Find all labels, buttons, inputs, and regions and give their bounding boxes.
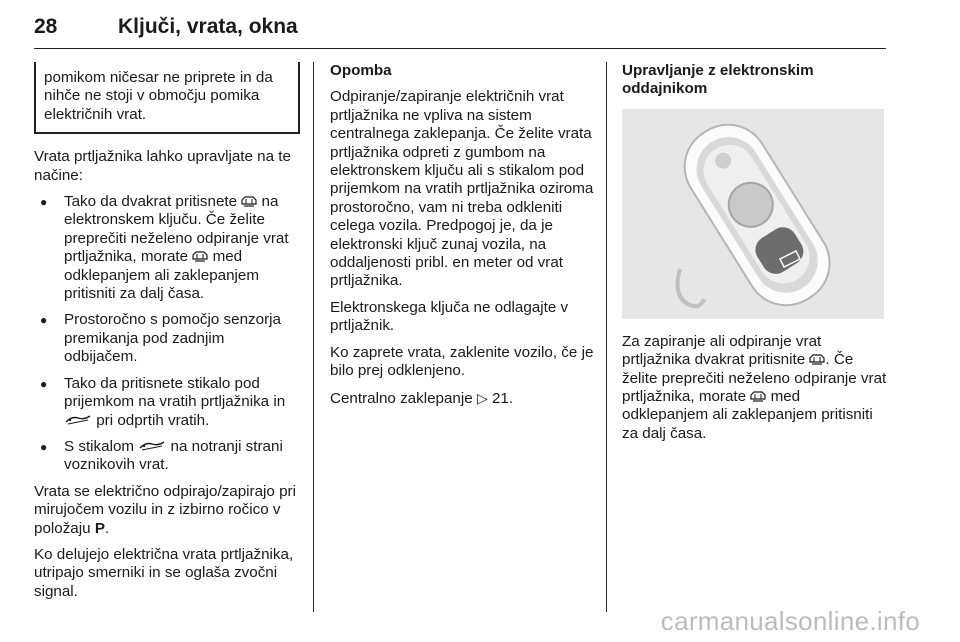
column-left [34,62,300,609]
page-title: Ključi, vrata, okna [118,15,298,38]
tailgate-handle-icon [64,414,92,426]
page-header [34,14,886,49]
warning-box [34,62,300,134]
body-text: . [104,519,110,537]
list-item-text: Tako da dvakrat pritisnete [64,193,238,211]
column-divider [606,62,607,612]
section-heading: Upravljanje z elektronskim oddajnikom [622,62,814,98]
note-text: Odpiranje/zapiranje električnih vrat prtljažnika ne vpliva na sistem centralnega zaklepanja. Če želite vrata prtljažnika odpreti z gumbom na elektronskem ključu ali s stikalom pod prijemkom na vratih prtljažnika oziroma prostoročno, vam ni treba odkleniti celega vozila. Predpogoj je, da je elektronski ključ zunaj vozila, na oddaljenosti pribl. en meter od vrat prtljažnika. [330,88,594,290]
warning-text: pomikom ničesar ne priprete in da nihče ne stoji v območju pomika električnih vrat. [44,69,273,123]
list-item [34,311,300,366]
body-paragraph [34,483,300,538]
tailgate-key-icon [241,195,257,207]
list-item-text: med odklepanjem ali zaklepanjem pritisniti za dalj časa. [64,248,260,303]
list-item-text: pri odprtih vratih. [96,411,210,429]
body-paragraph: Ko delujejo električna vrata prtljažnika, utripajo smerniki in se oglaša zvočni signal. [34,545,294,600]
column-right [622,62,888,451]
body-text: Vrata se električno odpirajo/zapirajo pri mirujočem vozilu in z izbirno ročico v položaju [34,482,296,537]
list-item-text: na notranji strani voznikovih vrat. [64,437,283,474]
list-item-text: Prostoročno s pomočjo senzorja premikanja pod zadnjim odbijačem. [64,311,281,366]
list-item [34,438,300,475]
body-text: Za zapiranje ali odpiranje vrat prtljažnika dvakrat pritisnite [622,332,822,369]
list-item-text: Tako da pritisnete stikalo pod prijemkom na vratih prtljažnika in [64,374,286,411]
list-item-text: na elektronskem ključu. Če želite preprečiti neželeno odpiranje vrat prtljažnika, morate [64,193,289,266]
tailgate-key-icon [809,353,825,365]
watermark: carmanualsonline.info [660,606,920,636]
tailgate-key-icon [192,250,208,262]
key-fob-illustration [622,109,884,319]
note-text: Elektronskega ključa ne odlagajte v prtljažnik. [330,298,569,335]
note-text: Ko zaprete vrata, zaklenite vozilo, če je bilo prej odklenjeno. [330,343,594,380]
page-number: 28 [34,15,58,38]
body-paragraph [622,333,888,443]
note-title: Opomba [330,62,392,79]
body-text: med odklepanjem ali zaklepanjem pritisniti za dalj časa. [622,388,873,442]
tailgate-key-icon [750,390,766,402]
method-list [34,193,300,475]
tailgate-handle-icon [138,440,166,452]
list-item [34,375,300,430]
reference-label: Centralno zaklepanje [330,389,473,407]
intro-paragraph: Vrata prtljažnika lahko upravljate na te načine: [34,148,291,184]
column-divider [313,62,314,612]
list-item [34,193,300,303]
gear-position: P [94,519,105,537]
reference-arrow-icon: ▷ [476,389,488,406]
cross-reference [330,389,594,408]
list-item-text: S stikalom [64,437,135,455]
body-text: . Če želite preprečiti neželeno odpiranje vrat prtljažnika, morate [622,351,887,406]
reference-page: 21. [491,389,514,407]
column-middle [330,62,594,416]
